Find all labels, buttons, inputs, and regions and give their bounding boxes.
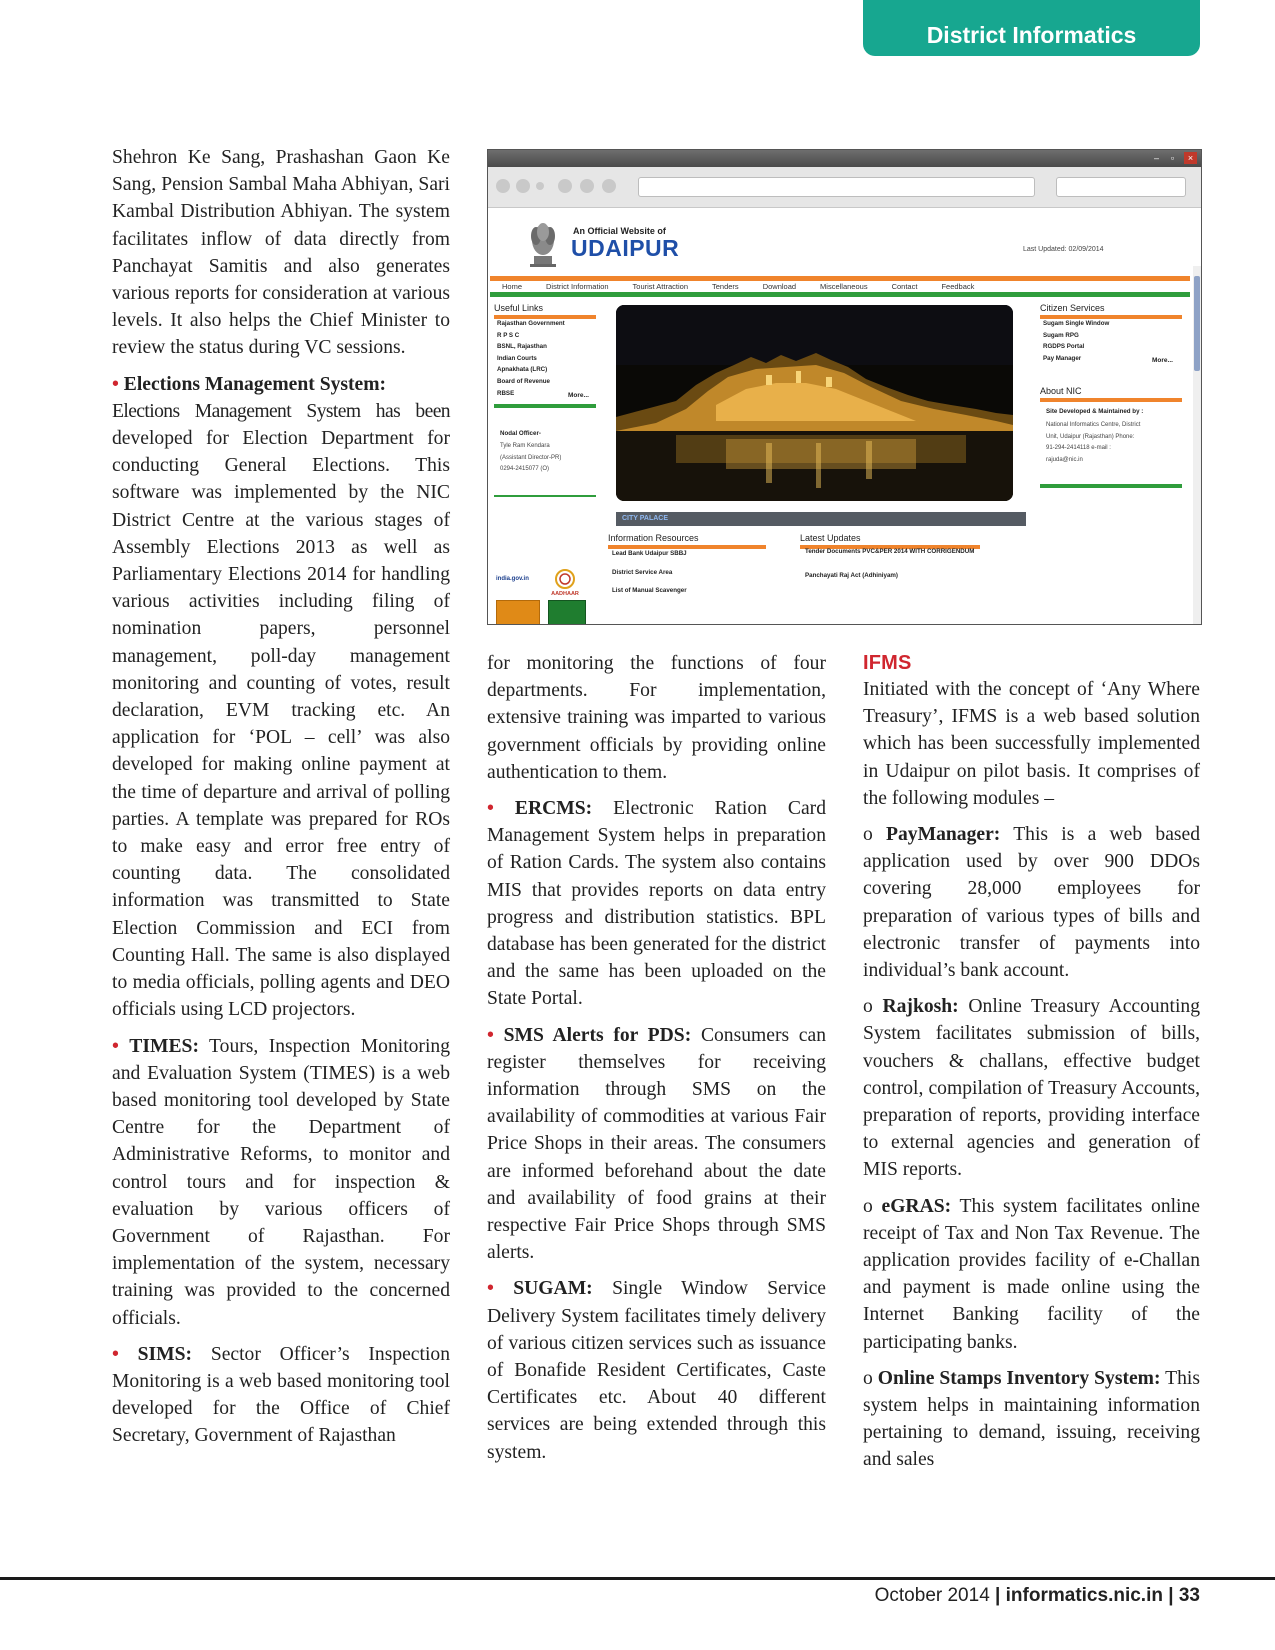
bullet-icon: •: [487, 1278, 494, 1300]
useful-links-bottom-rule: [494, 404, 596, 408]
ifms-intro: Initiated with the concept of ‘Any Where Treasury’, IFMS is a web based solution which has been successfully implemented in Udaipur on pilot basis. It comprises of the following modules –: [863, 679, 1200, 809]
list-item: RBSE: [497, 389, 515, 397]
citizen-services-more: More...: [1152, 357, 1173, 364]
footer-separator: |: [1168, 1585, 1174, 1606]
item-marker: o: [863, 1195, 873, 1217]
paymanager-title: PayManager:: [886, 824, 1001, 846]
footer-rule: [0, 1577, 1275, 1580]
rajkosh-title: Rajkosh:: [882, 996, 959, 1018]
sims-title: SIMS:: [137, 1343, 193, 1365]
list-item: Lead Bank Udaipur SBBJ: [612, 550, 687, 557]
latest-updates-item: Tender Documents PVC&PER 2014 WITH CORRIGENDUM: [805, 548, 975, 555]
footer-month: October 2014: [874, 1585, 990, 1606]
useful-links-more: More...: [568, 392, 589, 399]
citizen-services-title: Citizen Services: [1040, 303, 1105, 313]
nodal-officer-details: [500, 441, 561, 476]
photo-caption: CITY PALACE: [622, 515, 669, 522]
stop-icon: [580, 179, 594, 193]
about-nic-line: 91-294-2414118 e-mail :: [1046, 445, 1111, 452]
latest-updates-item: Panchayati Raj Act (Adhiniyam): [805, 572, 898, 579]
ems-paragraph: [112, 371, 450, 1024]
maximize-icon: ▫: [1170, 153, 1175, 163]
address-bar: [638, 177, 1035, 197]
sms-paragraph: [487, 1022, 826, 1267]
list-item: Sugam Single Window: [1043, 320, 1110, 327]
list-item: Sugam RPG: [1043, 331, 1079, 339]
forward-icon: [516, 179, 530, 193]
city-palace-photo: [616, 305, 1013, 501]
bullet-icon: •: [112, 373, 119, 395]
bullet-icon: •: [112, 1035, 119, 1057]
list-item: Board of Revenue: [497, 377, 550, 385]
times-body: Tours, Inspection Monitoring and Evaluation System (TIMES) is a web based monitoring tool developed by State Centre for the Department of Administrative Reforms, to monitor and control tours and for inspection & evaluation by various officers of Government of Rajasthan. For implementation of the system, necessary training was provided to the concerned officials.: [112, 1035, 450, 1329]
bullet-icon: •: [487, 1024, 494, 1046]
nodal-officer-line: 0294-2415077 (O): [500, 466, 550, 473]
footer-separator: |: [995, 1585, 1001, 1606]
about-nic-line: Unit, Udaipur (Rajasthan) Phone:: [1046, 433, 1135, 440]
bullet-icon: •: [487, 798, 494, 820]
list-item: R P S C: [497, 331, 520, 339]
sms-title: SMS Alerts for PDS:: [503, 1024, 692, 1046]
about-nic-line: National Informatics Centre, District: [1046, 422, 1141, 428]
section-tab: District Informatics: [863, 0, 1200, 56]
information-resources-list: [612, 548, 687, 597]
menu-item-district-information: District Information: [546, 282, 609, 291]
list-item: Pay Manager: [1043, 354, 1082, 362]
latest-updates-title: Latest Updates: [800, 533, 861, 543]
column-2: [487, 650, 826, 1475]
reload-icon: [558, 179, 572, 193]
last-updated: Last Updated: 02/09/2014: [1023, 246, 1104, 253]
nodal-officer-rule: [494, 495, 596, 497]
continuation-paragraph: for monitoring the functions of four departments. For implementation, extensive training was imparted to various government officials by providing online authentication to them.: [487, 653, 826, 783]
about-nic-heading: Site Developed & Maintained by :: [1046, 408, 1144, 415]
aadhaar-logo-icon: [548, 567, 582, 597]
ems-lead: Elections Management System has been: [112, 400, 450, 422]
minimize-icon: –: [1153, 153, 1159, 163]
ercms-title: ERCMS:: [514, 798, 593, 820]
about-nic-bottom-rule: [1040, 484, 1182, 488]
scrollbar-thumb: [1194, 276, 1200, 371]
site-name: UDAIPUR: [571, 235, 680, 261]
useful-links-title: Useful Links: [494, 303, 544, 313]
page-footer: [875, 1585, 1200, 1607]
rajkosh-body: Online Treasury Accounting System facilitates submission of bills, vouchers & challans, effective budget control, compilation of Treasury Accounts, preparation of reports, providing interface to external agencies and generation of MIS reports.: [863, 996, 1200, 1181]
ems-body: developed for Election Department for conducting General Elections. This software was implemented by the NIC District Centre at the various stages of Assembly Elections 2013 as well as Parliamentary Elections 2014 for handling various activities including filing of nomination papers, personnel management, poll-day management monitoring and counting of votes, result declaration, EVM tracking etc. An application for ‘POL – cell’ was also developed for making online payment at the time of departure and arrival of polling parties. A template was prepared for ROs to make easy and error free entry of counting data. The consolidated information was transmitted to State Election Commission and ECI from Counting Hall. The same is also displayed to media officials, polling agents and DEO officials using LCD projectors.: [112, 428, 450, 1021]
list-item: List of Manual Scavenger: [612, 587, 687, 595]
item-marker: o: [863, 1367, 873, 1389]
dropdown-icon: [536, 182, 544, 190]
menu-item-home: Home: [502, 282, 523, 291]
sms-body: Consumers can register themselves for receiving information through SMS on the availability of commodities at various Fair Price Shops in their areas. The consumers are informed beforehand about the date and availability of food grains at their respective Fair Price Shops through SMS alerts.: [487, 1024, 826, 1264]
nodal-officer-line: Tyle Ram Kendara: [500, 443, 550, 449]
bullet-icon: •: [112, 1343, 119, 1365]
paymanager-paragraph: [863, 821, 1200, 984]
osis-body: This system helps in maintaining information pertaining to demand, issuing, receiving and sales: [863, 1367, 1201, 1471]
back-icon: [496, 179, 510, 193]
citizen-services-list: [1043, 318, 1109, 364]
national-emblem-icon: [524, 218, 562, 270]
menu-bottom-rule: [490, 292, 1190, 297]
menu-item-contact: Contact: [891, 282, 918, 291]
website-screenshot: [487, 149, 1202, 625]
egras-title: eGRAS:: [881, 1195, 952, 1217]
website-body: [488, 208, 1201, 623]
egras-paragraph: [863, 1193, 1200, 1356]
menu-item-feedback: Feedback: [941, 282, 975, 291]
ifms-heading: IFMS: [863, 652, 912, 674]
sugam-body: Single Window Service Delivery System facilitates timely delivery of various citizen services such as issuance of Bonafide Resident Certificates, Caste Certificates etc. About 40 different services are being extended through this system.: [487, 1278, 826, 1463]
osis-paragraph: [863, 1365, 1200, 1474]
intro-paragraph: Shehron Ke Sang, Prashashan Gaon Ke Sang, Pension Sambal Maha Abhiyan, Sari Kambal Distribution Abhiyan. The system facilitates inflow of data directly from Panchayat Samitis and also generates various reports for consideration at various levels. It also helps the Chief Minister to review the status during VC sessions.: [112, 147, 450, 359]
information-resources-title: Information Resources: [608, 533, 699, 543]
sims-body: Sector Officer’s Inspection Monitoring is a web based monitoring tool developed for the Office of Chief Secretary, Government of Rajasthan: [112, 1343, 450, 1447]
india-gov-logo: india.gov.in: [496, 576, 529, 582]
ercms-paragraph: [487, 795, 826, 1013]
list-item: Rajasthan Government: [497, 320, 565, 327]
site-tagline: An Official Website of: [573, 226, 666, 236]
item-marker: o: [863, 824, 873, 846]
column-1: [112, 144, 450, 1459]
ems-title: Elections Management System:: [123, 373, 387, 395]
search-box: [1056, 177, 1186, 197]
site-menu: [490, 281, 1190, 292]
list-item: RGDPS Portal: [1043, 343, 1085, 351]
photo-caption-bar: [616, 512, 1026, 526]
list-item: Apnakhata (LRC): [497, 366, 548, 374]
menu-item-tourist-attraction: Tourist Attraction: [632, 282, 688, 291]
item-marker: o: [863, 996, 873, 1018]
browser-toolbar: [488, 167, 1201, 208]
times-title: TIMES:: [129, 1035, 199, 1057]
list-item: Indian Courts: [497, 354, 537, 362]
green-badge-logo: [548, 600, 586, 625]
about-nic-line: rajuda@nic.in: [1046, 456, 1083, 463]
nodal-officer-line: (Assistant Director-PR): [500, 454, 562, 461]
about-nic-rule: [1040, 398, 1182, 402]
sugam-title: SUGAM:: [513, 1278, 593, 1300]
aadhaar-logo-text: AADHAAR: [551, 591, 579, 597]
about-nic-title: About NIC: [1040, 386, 1082, 396]
about-nic-details: [1046, 420, 1140, 466]
ercms-body: Electronic Ration Card Management System helps in preparation of Ration Cards. The system also contains MIS that provides reports on data entry progress and distribution statistics. BPL database has been generated for the district and the same has been uploaded on the State Portal.: [487, 798, 826, 1010]
menu-item-download: Download: [762, 282, 797, 291]
list-item: BSNL, Rajasthan: [497, 343, 547, 351]
list-item: District Service Area: [612, 568, 673, 576]
page-number: 33: [1178, 1585, 1200, 1606]
close-icon: ×: [1184, 152, 1197, 164]
rajkosh-paragraph: [863, 993, 1200, 1183]
nodal-officer-title: Nodal Officer-: [500, 430, 541, 437]
sims-paragraph: [112, 1341, 450, 1450]
menu-item-miscellaneous: Miscellaneous: [820, 282, 868, 291]
menu-item-tenders: Tenders: [712, 282, 739, 291]
osis-title: Online Stamps Inventory System:: [877, 1367, 1161, 1389]
times-paragraph: [112, 1033, 450, 1332]
footer-site: informatics.nic.in: [1005, 1585, 1163, 1606]
sugam-paragraph: [487, 1275, 826, 1465]
window-titlebar: [488, 150, 1201, 167]
egras-body: This system facilitates online receipt of Tax and Non Tax Revenue. The application provides facility of e-Challan and payment is made online using the Internet Banking facility of the participating banks.: [863, 1195, 1200, 1353]
useful-links-list: [497, 318, 565, 399]
paymanager-body: This is a web based application used by over 900 DDOs covering 28,000 employees for preparation of various types of bills and electronic transfer of payments into individual’s bank account.: [863, 824, 1201, 982]
column-3: [863, 650, 1200, 1483]
orange-badge-logo: [496, 600, 540, 625]
home-icon: [602, 179, 616, 193]
